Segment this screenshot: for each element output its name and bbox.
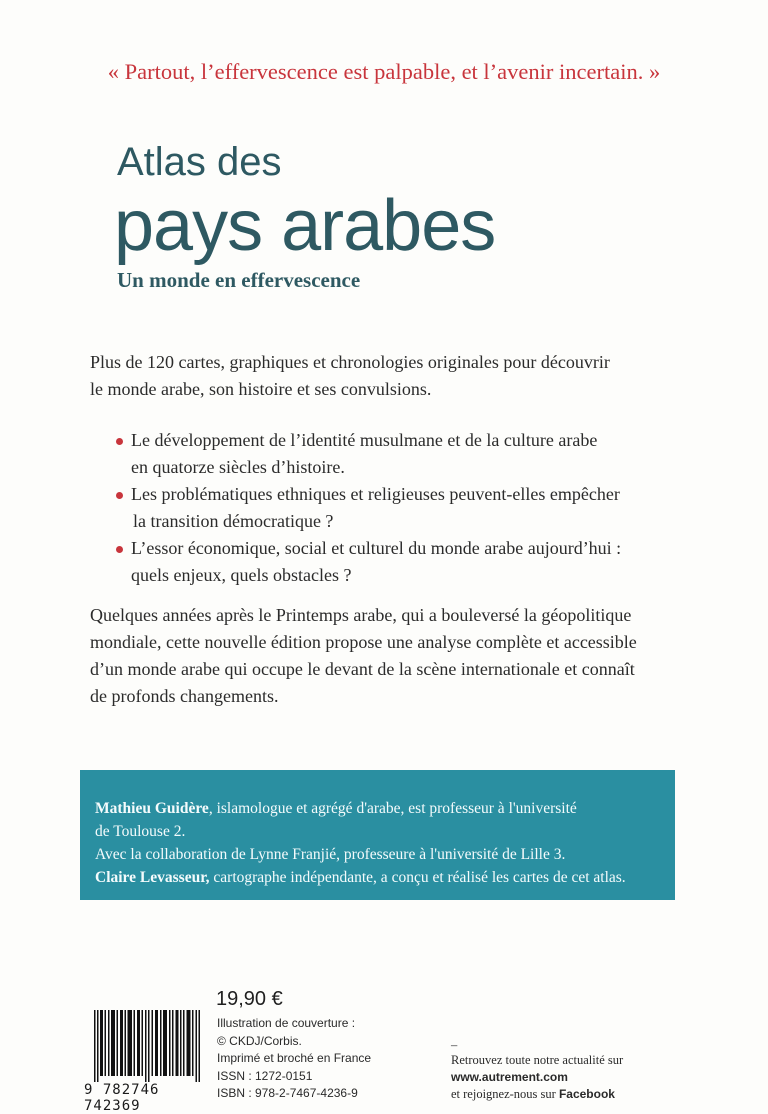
- list-item-line: L’essor économique, social et culturel du monde arabe aujourd’hui :: [131, 538, 622, 558]
- title-line-1: Atlas des: [117, 140, 282, 184]
- tagline-quote: « Partout, l’effervescence est palpable, et l’avenir incertain. »: [107, 59, 661, 84]
- authors-box: [80, 770, 675, 900]
- paragraph-line: de profonds changements.: [90, 686, 279, 706]
- bullet-dot-icon: [116, 438, 123, 445]
- author-1-name: Mathieu Guidère: [95, 800, 209, 817]
- feature-list: [117, 427, 687, 589]
- price: 19,90 €: [216, 988, 283, 1010]
- barcode-digits: 9 782746 742369: [84, 1082, 160, 1114]
- author-1: [95, 797, 660, 820]
- title-line-2: pays arabes: [114, 186, 496, 266]
- list-item-line: Les problématiques ethniques et religieuses peuvent-elles empêcher: [131, 484, 620, 504]
- description-paragraph: [90, 602, 710, 710]
- isbn: ISBN : 978-2-7467-4236-9: [217, 1086, 358, 1100]
- divider-dash: –: [451, 1038, 458, 1052]
- imprint-info: [217, 1015, 371, 1103]
- collaboration-note: Avec la collaboration de Lynne Franjié, professeure à l'université de Lille 3.: [95, 846, 566, 863]
- facebook-link[interactable]: Facebook: [558, 1087, 615, 1101]
- barcode-icon: [94, 1010, 202, 1082]
- intro-line: Plus de 120 cartes, graphiques et chronologies originales pour découvrir: [90, 352, 610, 372]
- subtitle: Un monde en effervescence: [117, 268, 361, 292]
- illustration-label: Illustration de couverture :: [217, 1016, 356, 1030]
- website-link[interactable]: www.autrement.com: [451, 1070, 568, 1084]
- social-info: [451, 1040, 623, 1103]
- facebook-prefix: et rejoignez-nous sur: [451, 1087, 559, 1101]
- printed-in: Imprimé et broché en France: [217, 1051, 372, 1065]
- paragraph-line: Quelques années après le Printemps arabe, qui a bouleversé la géopolitique: [90, 605, 632, 625]
- list-item: [117, 535, 687, 589]
- list-item: [117, 427, 687, 481]
- author-1-description: , islamologue et agrégé d'arabe, est professeur à l'université: [208, 800, 577, 817]
- list-item-line: en quatorze siècles d’histoire.: [131, 457, 345, 477]
- list-item: [117, 481, 687, 535]
- intro-paragraph: [90, 349, 690, 403]
- list-item-line: la transition démocratique ?: [133, 511, 334, 531]
- bullet-dot-icon: [116, 546, 123, 553]
- author-2: [95, 866, 660, 889]
- paragraph-line: mondiale, cette nouvelle édition propose une analyse complète et accessible: [90, 632, 637, 652]
- list-item-line: Le développement de l’identité musulmane et de la culture arabe: [131, 430, 598, 450]
- author-2-name: Claire Levasseur,: [95, 869, 210, 886]
- paragraph-line: d’un monde arabe qui occupe le devant de la scène internationale et connaît: [90, 659, 635, 679]
- illustration-credit: © CKDJ/Corbis.: [217, 1033, 302, 1048]
- social-line-1: Retrouvez toute notre actualité sur: [451, 1053, 624, 1067]
- list-item-line: quels enjeux, quels obstacles ?: [131, 565, 352, 585]
- intro-line: le monde arabe, son histoire et ses convulsions.: [90, 379, 432, 399]
- author-1-description-cont: de Toulouse 2.: [95, 823, 186, 840]
- author-2-description: cartographe indépendante, a conçu et réalisé les cartes de cet atlas.: [209, 869, 626, 886]
- bullet-dot-icon: [116, 492, 123, 499]
- issn: ISSN : 1272-0151: [217, 1068, 313, 1083]
- social-line-3: [451, 1086, 623, 1103]
